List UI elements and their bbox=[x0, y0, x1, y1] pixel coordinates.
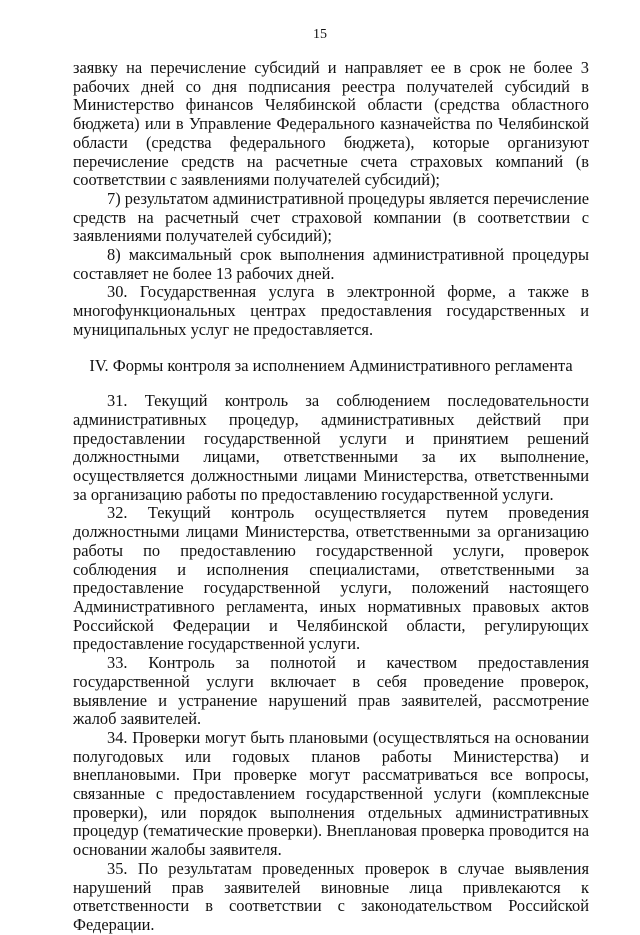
paragraph-30: 30. Государственная услуга в электронной форме, а также в многофункциональных центрах предоставления государственных и муниципальных услуг не предоставляется. bbox=[73, 282, 589, 339]
paragraph-34: 34. Проверки могут быть плановыми (осуществляться на основании полугодовых или годовых планов работы Министерства) и внеплановыми. При проверке могут рассматриваться все вопросы, связанные с предоставлением государственной услуги (комплексные проверки), или порядок выполнения отдельных административных процедур (тематические проверки). Внеплановая проверка проводится на основании жалобы заявителя. bbox=[73, 727, 589, 860]
paragraph-item-7: 7) результатом административной процедуры является перечисление средств на расчетный счет страховой компании (в соответствии с заявлениями получателей субсидий); bbox=[73, 188, 589, 246]
section-heading: IV. Формы контроля за исполнением Административного регламента bbox=[89, 355, 573, 375]
paragraph-31: 31. Текущий контроль за соблюдением последовательности административных процедур, административных действий при предоставлении государственной услуги и принятием решений должностными лицами, ответственными за их выполнение, осуществляется должностными лицами Министерства, ответственными за организацию работы по предоставлению государственной услуги. bbox=[73, 391, 589, 504]
paragraph-subsidy-request: заявку на перечисление субсидий и направляет ее в срок не более 3 рабочих дней со дня подписания реестра получателей субсидий в Министерство финансов Челябинской области (средства областного бюджета) или в Управление Федерального казначейства по Челябинской области (средства федерального бюджета), которые организуют перечисление средств на расчетные счета страховых компаний (в соответствии с заявлениями получателей субсидий); bbox=[73, 58, 589, 190]
paragraph-35: 35. По результатам проведенных проверок в случае выявления нарушений прав заявителей виновные лица привлекаются к ответственности в соответствии с законодательством Российской Федерации. bbox=[73, 858, 589, 934]
page-number: 15 bbox=[313, 27, 327, 42]
paragraph-item-8: 8) максимальный срок выполнения административной процедуры составляет не более 13 рабочих дней. bbox=[73, 245, 589, 283]
paragraph-33: 33. Контроль за полнотой и качеством предоставления государственной услуги включает в себя проведение проверок, выявление и устранение нарушений прав заявителей, рассмотрение жалоб заявителей. bbox=[73, 653, 589, 729]
paragraph-32: 32. Текущий контроль осуществляется путем проведения должностными лицами Министерства, ответственными за организацию работы по предоставлению государственной услуги, проверок соблюдения и исполнения специалистами, ответственными за предоставление государственной услуги, положений настоящего Административного регламента, иных нормативных правовых актов Российской Федерации и Челябинской области, регулирующих предоставление государственной услуги. bbox=[73, 503, 589, 654]
document-body bbox=[73, 59, 589, 935]
